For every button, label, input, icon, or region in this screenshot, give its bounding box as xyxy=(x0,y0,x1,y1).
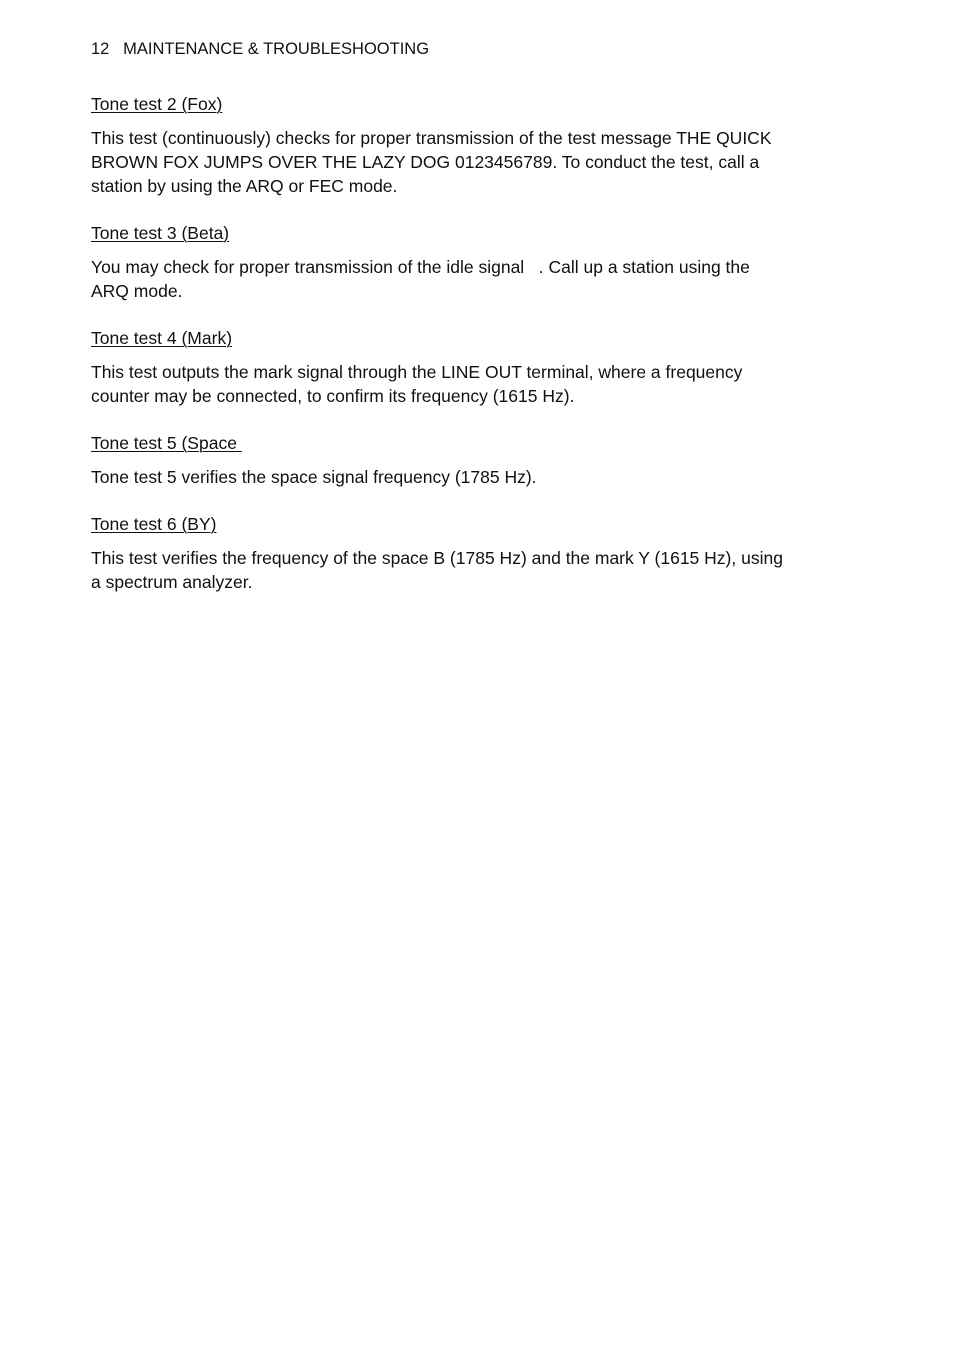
section-tone-test-2 xyxy=(91,92,831,198)
section-heading: Tone test 2 (Fox) xyxy=(91,94,223,114)
page-number: 12 xyxy=(91,40,110,58)
body-line: station by using the ARQ or FEC mode. xyxy=(91,176,398,196)
body-line: a spectrum analyzer. xyxy=(91,572,253,592)
body-line: This test (continuously) checks for proper transmission of the test message THE QUICK xyxy=(91,128,772,148)
body-line: counter may be connected, to confirm its frequency (1615 Hz). xyxy=(91,386,575,406)
section-tone-test-5 xyxy=(91,431,831,489)
body-line: Tone test 5 verifies the space signal frequency (1785 Hz). xyxy=(91,467,537,487)
section-body xyxy=(91,126,831,198)
section-tone-test-4 xyxy=(91,326,831,408)
section-body xyxy=(91,255,831,303)
section-heading: Tone test 6 (BY) xyxy=(91,514,217,534)
body-line: This test verifies the frequency of the space B (1785 Hz) and the mark Y (1615 Hz), using xyxy=(91,548,783,568)
section-body xyxy=(91,546,831,594)
section-tone-test-6 xyxy=(91,512,831,594)
page-content xyxy=(91,92,831,617)
section-heading: Tone test 5 (Space xyxy=(91,433,242,453)
section-body xyxy=(91,360,831,408)
body-line: You may check for proper transmission of the idle signal . Call up a station using the xyxy=(91,257,750,277)
section-heading: Tone test 4 (Mark) xyxy=(91,328,233,348)
body-line: ARQ mode. xyxy=(91,281,183,301)
chapter-title: MAINTENANCE & TROUBLESHOOTING xyxy=(123,40,430,58)
page-header xyxy=(91,39,429,59)
body-line: This test outputs the mark signal through the LINE OUT terminal, where a frequency xyxy=(91,362,743,382)
section-tone-test-3 xyxy=(91,221,831,303)
section-body xyxy=(91,465,831,489)
body-line: BROWN FOX JUMPS OVER THE LAZY DOG 0123456789. To conduct the test, call a xyxy=(91,152,760,172)
section-heading: Tone test 3 (Beta) xyxy=(91,223,230,243)
